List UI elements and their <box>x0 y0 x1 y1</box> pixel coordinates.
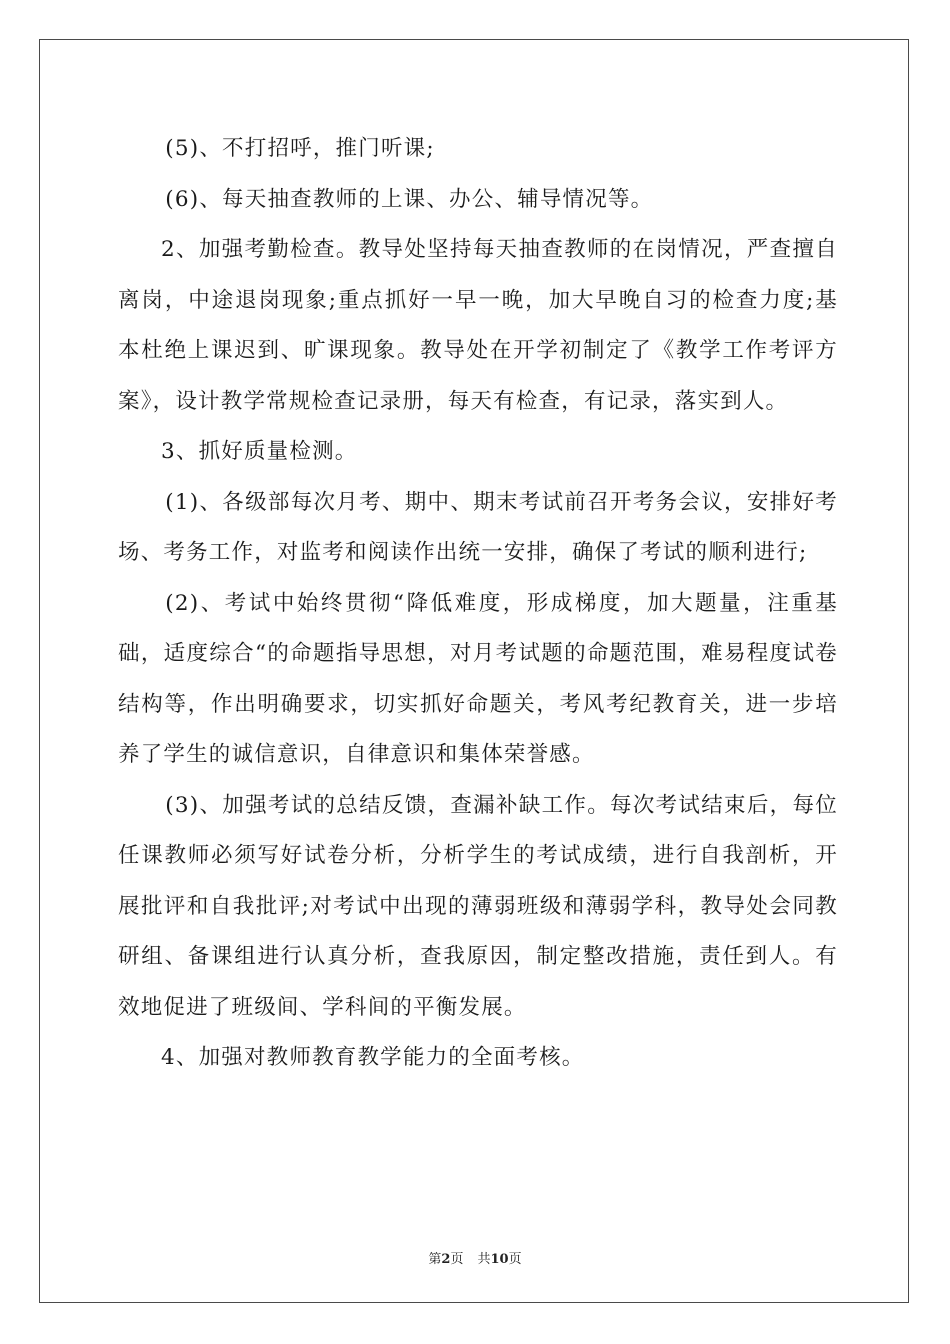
paragraph-quality-heading: 3、抓好质量检测。 <box>161 439 358 464</box>
footer-page-number: 2 <box>441 1252 451 1267</box>
paragraph-item-5: (5)、不打招呼，推门听课; <box>165 136 435 161</box>
paragraph-teacher-assessment: 4、加强对教师教育教学能力的全面考核。 <box>161 1045 585 1070</box>
paragraph-attendance-check: 2、加强考勤检查。教导处坚持每天抽查教师的在岗情况，严查擅自离岗，中途退岗现象;重点抓好一早一晚，加大早晚自习的检查力度;基本杜绝上课迟到、旷课现象。教导处在开学初制定了《教学工作考评方案》，设计教学常规检查记录册，每天有检查，有记录，落实到人。 <box>118 237 838 414</box>
document-body <box>118 124 838 1084</box>
footer-total-pages: 10 <box>490 1252 509 1267</box>
page-footer <box>0 1248 950 1267</box>
paragraph-item-2: (2)、考试中始终贯彻“降低难度，形成梯度，加大题量，注重基础，适度综合“的命题指导思想，对月考试题的命题范围，难易程度试卷结构等，作出明确要求，切实抓好命题关，考风考纪教育关，进一步培养了学生的诚信意识，自律意识和集体荣誉感。 <box>118 590 838 767</box>
paragraph-item-3: (3)、加强考试的总结反馈，查漏补缺工作。每次考试结束后，每位任课教师必须写好试卷分析，分析学生的考试成绩，进行自我剖析，开展批评和自我批评;对考试中出现的薄弱班级和薄弱学科，教导处会同教研组、备课组进行认真分析，查我原因，制定整改措施，责任到人。有效地促进了班级间、学科间的平衡发展。 <box>118 792 838 1020</box>
paragraph-item-6: (6)、每天抽查教师的上课、办公、辅导情况等。 <box>165 186 654 212</box>
footer-total-prefix: 共 <box>477 1252 491 1267</box>
footer-prefix: 第 <box>428 1252 442 1267</box>
paragraph-item-1: (1)、各级部每次月考、期中、期末考试前召开考务会议，安排好考场、考务工作，对监考和阅读作出统一安排，确保了考试的顺利进行; <box>118 489 838 565</box>
footer-page-unit: 页 <box>450 1252 464 1267</box>
footer-total-unit: 页 <box>508 1252 522 1267</box>
